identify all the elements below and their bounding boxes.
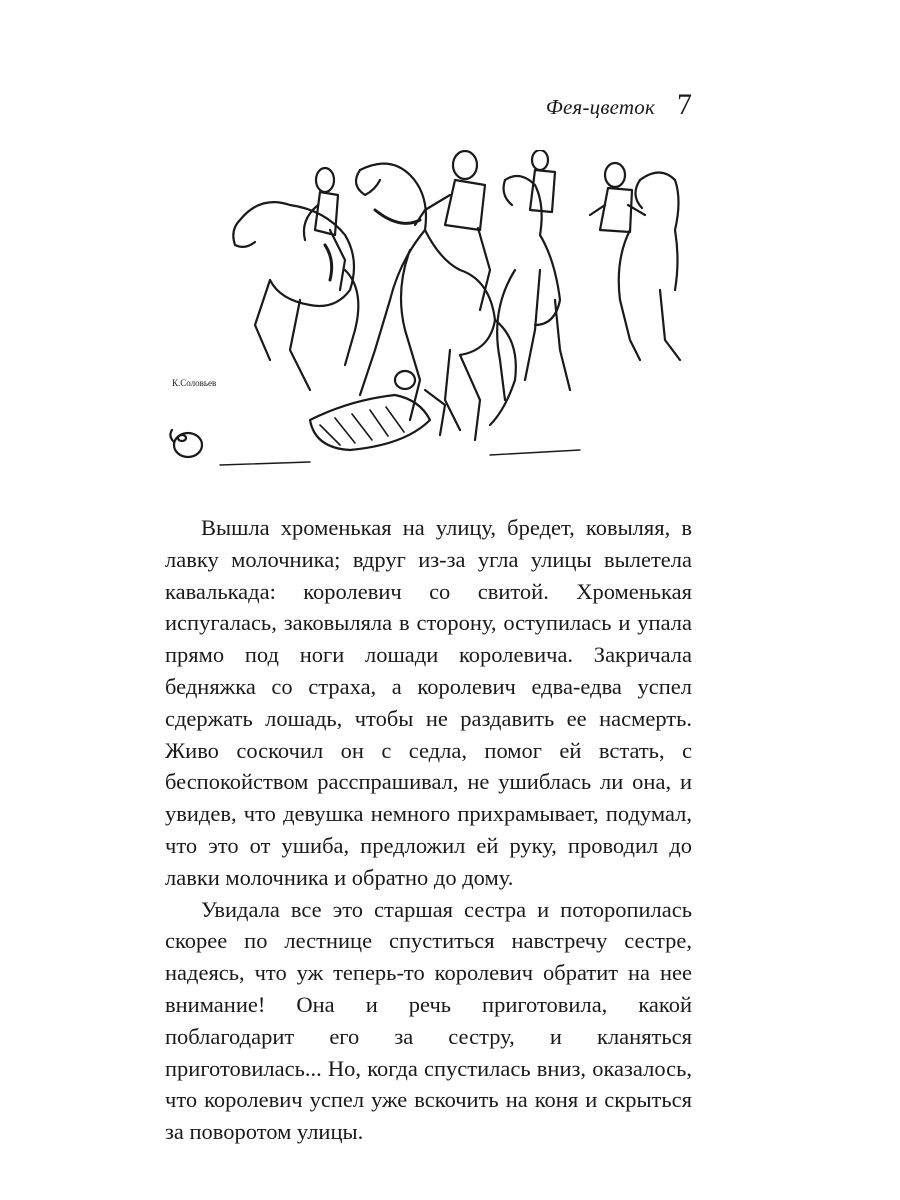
body-text [165,512,692,1148]
fallen-girl-figure [310,371,445,450]
horse-far-right-figure [590,163,680,360]
cavalcade-drawing [160,150,700,475]
running-title: Фея-цветок [545,95,655,119]
illustrator-signature: К.Соловьев [172,378,217,388]
running-head [205,88,692,122]
jug-figure [170,430,202,457]
horse-left-figure [233,168,358,390]
horse-right-figure [497,150,570,400]
paragraph-1: Вышла хроменькая на улицу, бредет, ковыляя, в лавку молочника; вдруг из-за угла улицы вылетела кавалькада: королевич со свитой. Хроменькая испугалась, заковыляла в сторону, оступилась и упала прямо под ноги лошади королевича. Закричала бедняжка со страха, а королевич едва-едва успел сдержать лошадь, чтобы не раздавить ее насмерть. Живо соскочил он с седла, помог ей встать, с беспокойством расспрашивал, не ушиблась ли она, и увидев, что девушка немного прихрамывает, подумал, что это от ушиба, предложил ей руку, проводил до лавки молочника и обратно до дому. [165,515,692,890]
page-number: 7 [677,88,692,121]
paragraph-2: Увидала все это старшая сестра и поторопилась скорее по лестнице спуститься навстречу сестре, надеясь, что уж теперь-то королевич обратит на нее внимание! Она и речь приготовила, какой поблагодарит его за сестру, и кланяться приготовилась... Но, когда спустилась вниз, оказалось, что королевич успел уже вскочить на коня и скрыться за поворотом улицы. [165,896,692,1145]
illustration-cavalcade [160,150,700,475]
